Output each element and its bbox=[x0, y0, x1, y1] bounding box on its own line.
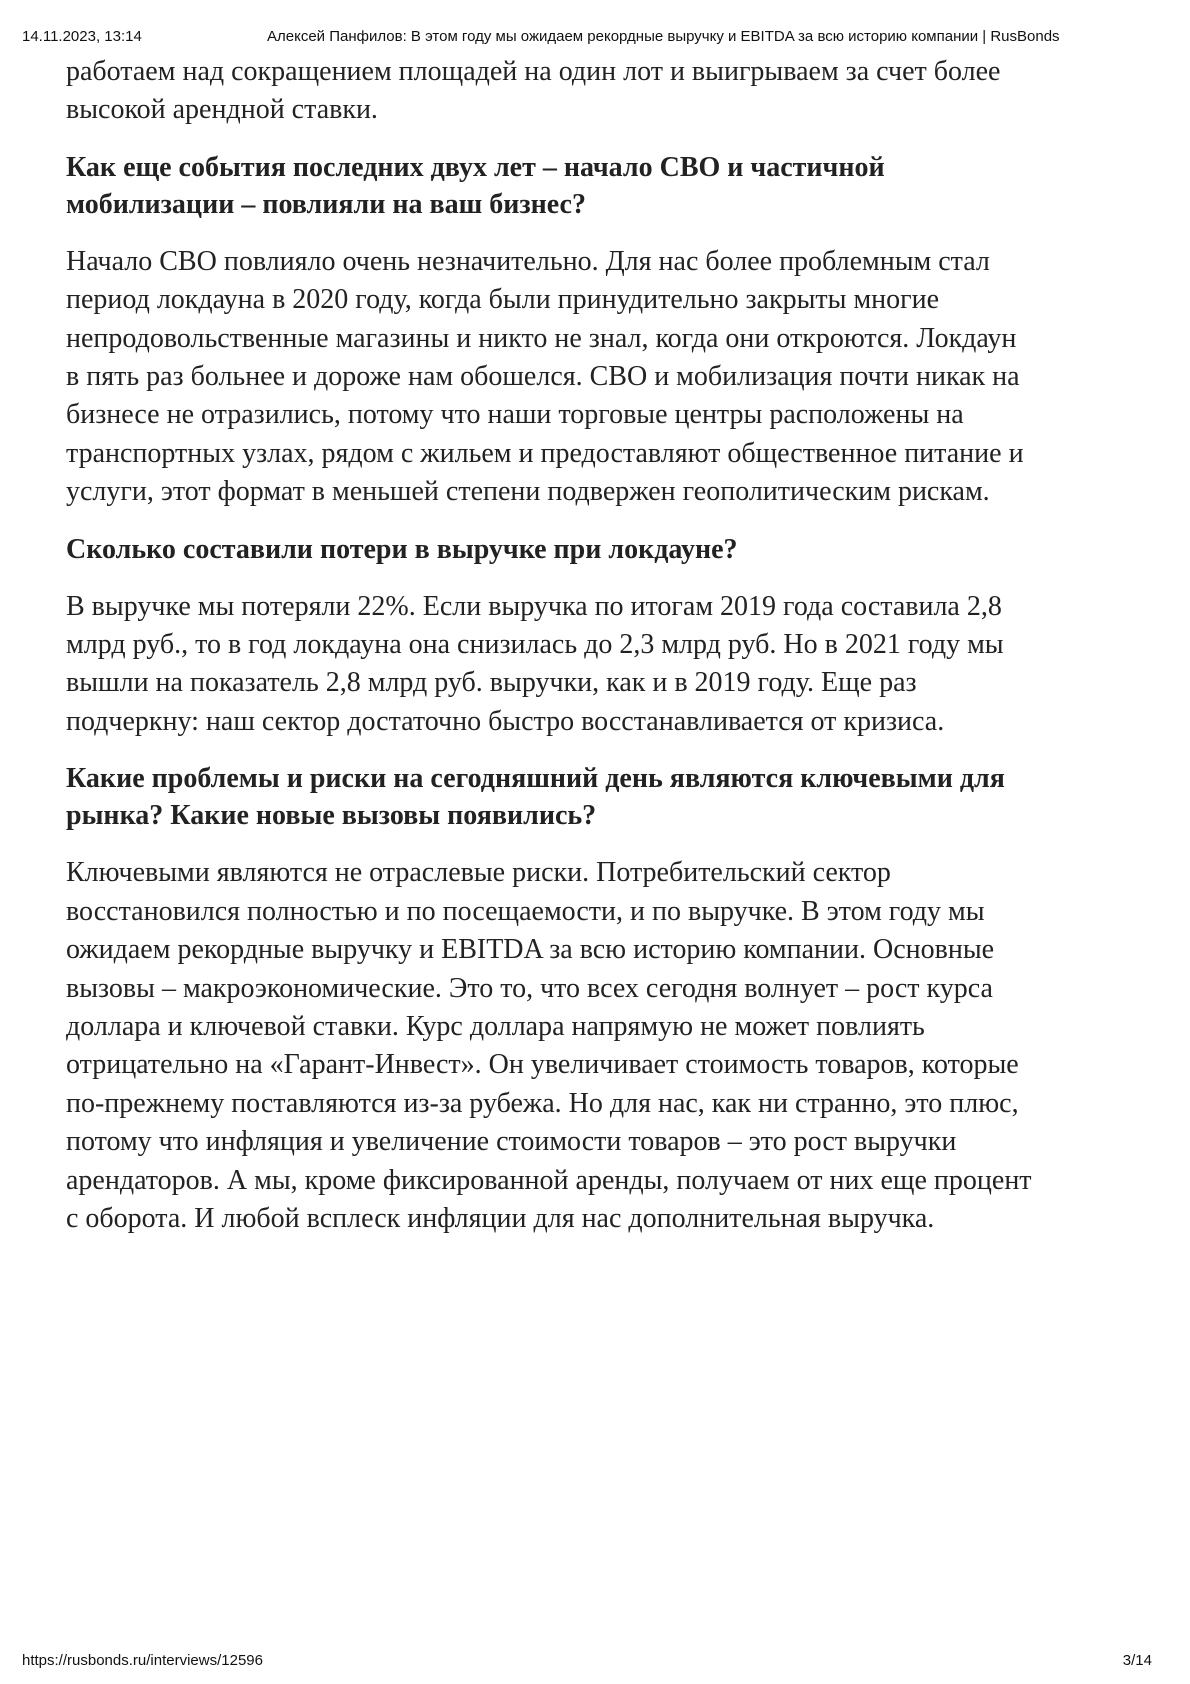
text-line: рынка? Какие новые вызовы появились? bbox=[66, 800, 597, 832]
text-line: услуги, этот формат в меньшей степени подвержен геополитическим рискам. bbox=[66, 476, 990, 508]
answer-paragraph bbox=[66, 854, 1146, 1238]
text-line: непродовольственные магазины и никто не знал, когда они откроются. Локдаун bbox=[66, 322, 1017, 354]
page-number: 3/14 bbox=[1122, 1652, 1152, 1669]
text-line: отрицательно на «Гарант-Инвест». Он увеличивает стоимость товаров, которые bbox=[66, 1049, 1019, 1081]
answer-paragraph bbox=[66, 588, 1146, 742]
text-line: подчеркну: наш сектор достаточно быстро восстанавливается от кризиса. bbox=[66, 705, 945, 737]
text-line: В выручке мы потеряли 22%. Если выручка по итогам 2019 года составила 2,8 bbox=[66, 590, 1002, 622]
print-footer bbox=[22, 1652, 1168, 1674]
text-line: транспортных узлах, рядом с жильем и предоставляют общественное питание и bbox=[66, 437, 1024, 469]
text-line: бизнесе не отразились, потому что наши торговые центры расположены на bbox=[66, 399, 964, 431]
text-line: в пять раз больнее и дороже нам обошелся. СВО и мобилизация почти никак на bbox=[66, 361, 1020, 393]
text-line: потому что инфляция и увеличение стоимости товаров – это рост выручки bbox=[66, 1126, 957, 1158]
text-line: Как еще события последних двух лет – начало СВО и частичной bbox=[66, 151, 885, 183]
question-heading bbox=[66, 149, 1146, 223]
page-url: https://rusbonds.ru/interviews/12596 bbox=[22, 1652, 263, 1669]
intro-paragraph bbox=[66, 53, 1146, 130]
text-line: восстановился полностью и по посещаемости, и по выручке. В этом году мы bbox=[66, 895, 985, 927]
text-line: высокой арендной ставки. bbox=[66, 94, 378, 126]
question-heading bbox=[66, 531, 1146, 568]
text-line: ожидаем рекордные выручку и EBITDA за всю историю компании. Основные bbox=[66, 934, 995, 966]
answer-paragraph bbox=[66, 243, 1146, 512]
text-line: доллара и ключевой ставки. Курс доллара напрямую не может повлиять bbox=[66, 1010, 925, 1042]
text-line: Какие проблемы и риски на сегодняшний день являются ключевыми для bbox=[66, 763, 1005, 795]
question-heading bbox=[66, 760, 1146, 834]
print-datetime: 14.11.2023, 13:14 bbox=[22, 28, 142, 45]
text-line: вышли на показатель 2,8 млрд руб. выручки, как и в 2019 году. Еще раз bbox=[66, 667, 917, 699]
text-line: мобилизации – повлияли на ваш бизнес? bbox=[66, 188, 586, 220]
print-page-title: Алексей Панфилов: В этом году мы ожидаем рекордные выручку и EBITDA за всю историю компании | RusBonds bbox=[267, 28, 1060, 45]
article-body bbox=[66, 53, 1146, 1257]
text-line: Начало СВО повлияло очень незначительно. Для нас более проблемным стал bbox=[66, 245, 990, 277]
text-line: с оборота. И любой всплеск инфляции для нас дополнительная выручка. bbox=[66, 1202, 935, 1234]
text-line: арендаторов. А мы, кроме фиксированной аренды, получаем от них еще процент bbox=[66, 1164, 1032, 1196]
text-line: по-прежнему поставляются из-за рубежа. Но для нас, как ни странно, это плюс, bbox=[66, 1087, 1019, 1119]
text-line: работаем над сокращением площадей на один лот и выигрываем за счет более bbox=[66, 56, 1001, 87]
text-line: период локдауна в 2020 году, когда были принудительно закрыты многие bbox=[66, 284, 940, 316]
text-line: Сколько составили потери в выручке при локдауне? bbox=[66, 533, 738, 565]
print-header bbox=[22, 28, 1168, 50]
text-line: млрд руб., то в год локдауна она снизилась до 2,3 млрд руб. Но в 2021 году мы bbox=[66, 629, 1004, 661]
text-line: Ключевыми являются не отраслевые риски. Потребительский сектор bbox=[66, 857, 891, 889]
text-line: вызовы – макроэкономические. Это то, что всех сегодня волнует – рост курса bbox=[66, 972, 993, 1004]
